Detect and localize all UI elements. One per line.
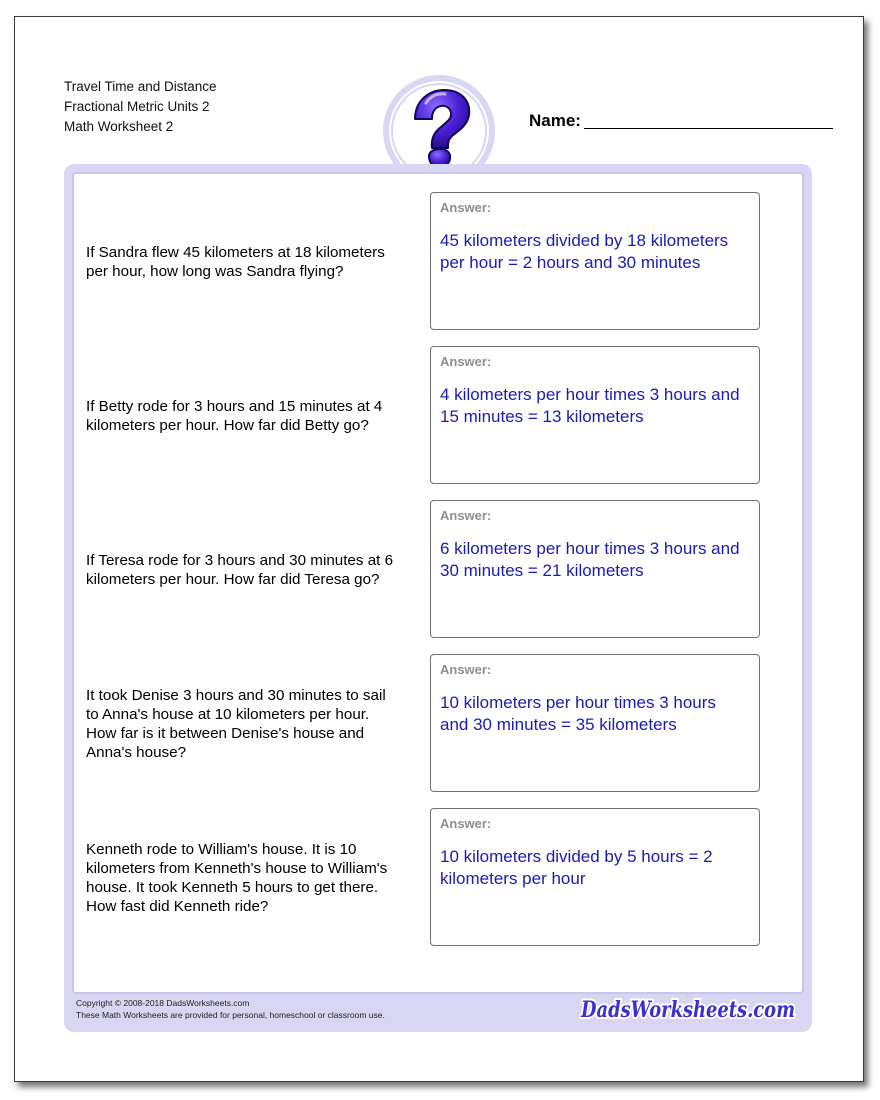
subtitle-line: Fractional Metric Units 2 [64, 99, 210, 114]
answer-label: Answer: [440, 662, 492, 677]
worksheet-title [64, 77, 217, 137]
name-field[interactable] [529, 109, 833, 133]
answer-label: Answer: [440, 816, 492, 831]
answer-box-1 [430, 192, 760, 330]
answer-label: Answer: [440, 508, 492, 523]
problem-5-answer: 10 kilometers divided by 5 hours = 2 kilometers per hour [440, 847, 713, 888]
problem-3-answer: 6 kilometers per hour times 3 hours and 30 minutes = 21 kilometers [440, 539, 740, 580]
answer-box-3 [430, 500, 760, 638]
answer-box-4 [430, 654, 760, 792]
name-line [584, 128, 833, 129]
answer-box-2 [430, 346, 760, 484]
name-label: Name: [529, 111, 581, 130]
problem-1-question: If Sandra flew 45 kilometers at 18 kilometers per hour, how long was Sandra flying? [86, 244, 385, 280]
problem-2-question: If Betty rode for 3 hours and 15 minutes at 4 kilometers per hour. How far did Betty go? [86, 398, 383, 434]
answer-label: Answer: [440, 200, 492, 215]
brand-wordmark: DadsWorksheets.com [580, 997, 795, 1023]
problem-2-answer: 4 kilometers per hour times 3 hours and 15 minutes = 13 kilometers [440, 385, 740, 426]
worksheet-number-line: Math Worksheet 2 [64, 119, 174, 134]
problem-4-answer: 10 kilometers per hour times 3 hours and 30 minutes = 35 kilometers [440, 693, 716, 734]
copyright-text: Copyright © 2008-2018 DadsWorksheets.com [76, 998, 250, 1008]
worksheet-frame [64, 164, 812, 1032]
usage-notice: These Math Worksheets are provided for personal, homeschool or classroom use. [76, 1010, 385, 1020]
title-line: Travel Time and Distance [64, 79, 217, 94]
worksheet-page [14, 16, 864, 1082]
problem-1-answer: 45 kilometers divided by 18 kilometers per hour = 2 hours and 30 minutes [440, 231, 729, 272]
problem-4-question: It took Denise 3 hours and 30 minutes to sail to Anna's house at 10 kilometers per hour. How far is it between Denise's house and Anna's house? [86, 687, 386, 761]
problem-3-question: If Teresa rode for 3 hours and 30 minutes at 6 kilometers per hour. How far did Teresa go? [86, 552, 394, 588]
problems-panel [72, 172, 804, 994]
problem-5-question: Kenneth rode to William's house. It is 10 kilometers from Kenneth's house to William's house. It took Kenneth 5 hours to get there. How fast did Kenneth ride? [86, 841, 388, 915]
answer-label: Answer: [440, 354, 492, 369]
answer-box-5 [430, 808, 760, 946]
dadsworksheets-logo[interactable] [576, 990, 800, 1028]
footer-copyright [76, 997, 385, 1021]
brand-wordmark-icon [576, 990, 800, 1028]
